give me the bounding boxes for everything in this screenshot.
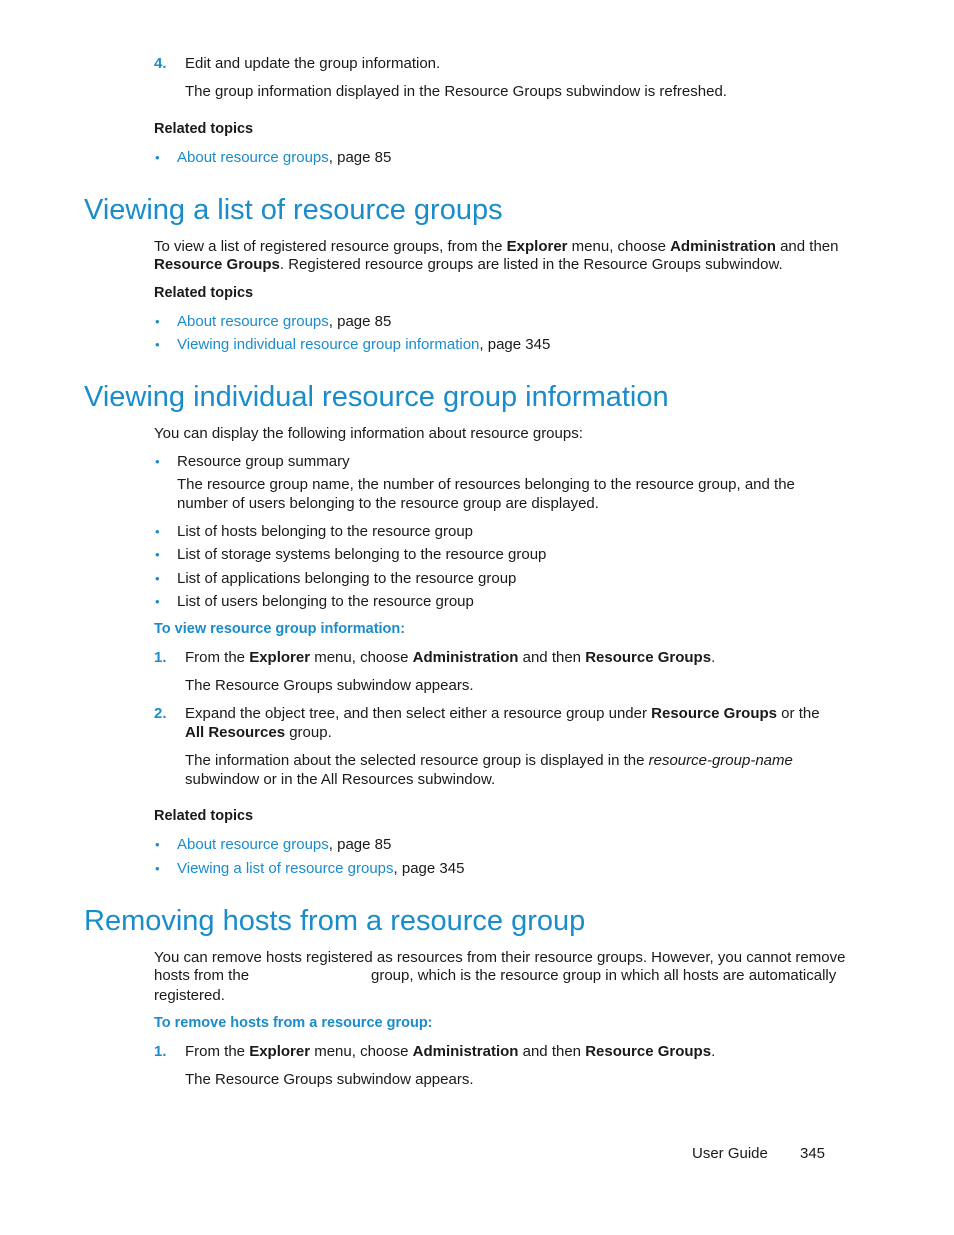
bullet-icon: •	[155, 571, 160, 586]
list-item: List of users belonging to the resource group	[177, 593, 474, 610]
bullet-icon: •	[155, 861, 160, 876]
related-topic-item	[177, 148, 391, 167]
procedure-heading: To view resource group information:	[154, 621, 406, 637]
related-topic-link[interactable]: About resource groups	[177, 313, 329, 330]
bullet-icon: •	[155, 837, 160, 852]
list-item-detail: The resource group name, the number of resources belonging to the resource group, and the	[177, 476, 795, 493]
page-ref: , page 85	[328, 313, 392, 330]
step-text: Edit and update the group information.	[185, 55, 441, 72]
paragraph-line: To view a list of registered resource groups, from the Explorer menu, choose Administration and then	[154, 238, 839, 255]
page-ref: , page 85	[328, 836, 392, 853]
paragraph-line: hosts from the	[154, 967, 250, 984]
related-topic-link[interactable]: About resource groups	[177, 149, 329, 166]
step-result: The Resource Groups subwindow appears.	[185, 677, 474, 694]
bullet-icon: •	[155, 337, 160, 352]
related-topics-heading: Related topics	[154, 121, 254, 137]
page-ref: , page 345	[393, 860, 465, 877]
step-number: 4.	[154, 55, 167, 72]
intro-text: You can display the following information about resource groups:	[154, 425, 583, 442]
section-heading: Viewing a list of resource groups	[84, 194, 503, 226]
bullet-icon: •	[155, 314, 160, 329]
step-text: From the Explorer menu, choose Administration and then Resource Groups.	[185, 1043, 716, 1060]
related-topic-item	[177, 859, 464, 878]
step-result: subwindow or in the All Resources subwindow.	[185, 771, 496, 788]
list-item: List of hosts belonging to the resource group	[177, 523, 474, 540]
step-number: 1.	[154, 649, 167, 666]
step-number: 2.	[154, 705, 167, 722]
bullet-icon: •	[155, 150, 160, 165]
footer-page-number: 345	[800, 1145, 826, 1162]
step-text: Expand the object tree, and then select either a resource group under Resource Groups or the	[185, 705, 820, 722]
page-ref: , page 85	[328, 149, 392, 166]
bullet-icon: •	[155, 524, 160, 539]
paragraph-line: group, which is the resource group in which all hosts are automatically	[371, 967, 837, 984]
paragraph-line: registered.	[154, 987, 225, 1004]
procedure-heading: To remove hosts from a resource group:	[154, 1015, 433, 1031]
step-result: The group information displayed in the Resource Groups subwindow is refreshed.	[185, 83, 727, 100]
list-item-detail: number of users belonging to the resource group are displayed.	[177, 495, 599, 512]
footer-guide-title: User Guide	[692, 1145, 768, 1162]
bullet-icon: •	[155, 594, 160, 609]
related-topic-link[interactable]: Viewing a list of resource groups	[177, 860, 394, 877]
list-item: List of applications belonging to the resource group	[177, 570, 517, 587]
related-topics-heading: Related topics	[154, 808, 254, 824]
list-item: Resource group summary	[177, 453, 350, 470]
step-result: The Resource Groups subwindow appears.	[185, 1071, 474, 1088]
related-topic-link[interactable]: About resource groups	[177, 836, 329, 853]
bullet-icon: •	[155, 454, 160, 469]
related-topic-item	[177, 835, 391, 854]
step-result: The information about the selected resource group is displayed in the resource-group-name	[185, 752, 793, 769]
section-heading: Viewing individual resource group information	[84, 381, 669, 413]
step-number: 1.	[154, 1043, 167, 1060]
bullet-icon: •	[155, 547, 160, 562]
related-topic-link[interactable]: Viewing individual resource group information	[177, 336, 480, 353]
page-ref: , page 345	[479, 336, 551, 353]
step-text: All Resources group.	[185, 724, 332, 741]
paragraph-line: You can remove hosts registered as resources from their resource groups. However, you cannot remove	[154, 949, 846, 966]
section-heading: Removing hosts from a resource group	[84, 905, 586, 937]
paragraph-line: Resource Groups. Registered resource groups are listed in the Resource Groups subwindow.	[154, 256, 783, 273]
list-item: List of storage systems belonging to the resource group	[177, 546, 547, 563]
related-topics-heading: Related topics	[154, 285, 254, 301]
related-topic-item	[177, 335, 550, 354]
step-text: From the Explorer menu, choose Administration and then Resource Groups.	[185, 649, 716, 666]
related-topic-item	[177, 312, 391, 331]
